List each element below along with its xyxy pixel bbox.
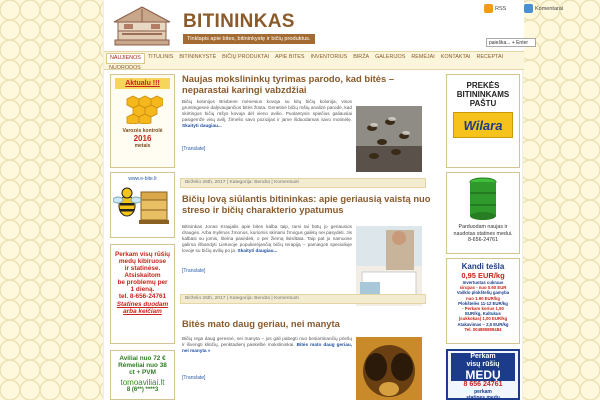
bee-closeup-image — [356, 337, 422, 400]
kandi-line9: EUR/kg, Kaltukus — [465, 311, 501, 317]
post-2 — [180, 194, 438, 284]
post-excerpt — [180, 224, 352, 254]
honey-ad-line1: Perkam visų rūšių — [114, 251, 171, 258]
varroa-line3: metais — [134, 143, 151, 149]
prekes-line2: BITININKAMS — [456, 90, 510, 99]
ebite-url: www.e-bite.lt — [128, 176, 157, 182]
kandi-line5: Vašklo plokštelių gamyba — [456, 290, 510, 296]
beehive-logo[interactable] — [110, 4, 174, 48]
nav-item-inventorius[interactable]: INVENTORIUS — [310, 54, 348, 60]
post-title[interactable]: Naujas mokslininkų tyrimas parodo, kad bitės – neparastai karingi vabzdžiai — [182, 74, 395, 95]
kandi-title: Kandi tešla — [461, 262, 505, 271]
honeycomb-image — [123, 94, 163, 124]
main-nav — [104, 51, 524, 70]
post-excerpt — [180, 99, 352, 129]
kandi-line7: Plokštelės 11-12 EUR/kg — [458, 300, 508, 306]
medu-phone: 8 656 24761 — [463, 381, 503, 388]
nav-item-bitininkyste[interactable]: BITININKYSTĖ — [179, 54, 217, 60]
comments-link[interactable] — [524, 4, 563, 13]
nav-item-nuorodos[interactable]: NUORODOS — [109, 65, 141, 71]
barrels-phone: 8-656-24761 — [467, 237, 499, 243]
medu-line1: Perkam — [451, 353, 515, 361]
header — [104, 0, 564, 50]
varroa-line1: Varozės kontrolė — [122, 128, 163, 134]
vat-note: ct + PVM — [129, 369, 156, 376]
nav-item-birza[interactable]: BIRŽA — [353, 54, 370, 60]
honey-ad-line8: Statines duodam — [116, 301, 169, 308]
nav-item-receptai[interactable]: RECEPTAI — [476, 54, 504, 60]
honey-ad-phone: tel. 8-656-24761 — [118, 293, 167, 300]
nav-item-apie-bites[interactable]: APIE BITES — [275, 54, 305, 60]
right-sidebar — [446, 74, 520, 400]
post-title[interactable]: Bitės mato daug geriau, nei manyta — [182, 318, 340, 329]
nav-item-galerijos[interactable]: GALERIJOS — [375, 54, 406, 60]
bee-with-hive-image — [113, 182, 173, 236]
post-body: Bitininkas Jonas Kraujalis apie bites kalba taip, tarsi tai būtų jo geriausios draugės. Arba mylimos žmonos, kuriomis skiriami žmogus galėtų nei pasydėti. Jis kalbasi su jomis, šteina pasėdėti, o per žiemą ilsisiltata. Taip pat jo namuose galima išbandyti Lietuvoje populiarėjančią bičių terapiją – pamiegoti specialioje lovoje su bičių avilių po ja. — [182, 224, 352, 253]
translate-link[interactable]: [Translate] — [182, 375, 206, 381]
prekes-line1: PREKĖS — [466, 81, 500, 90]
post-body: Bičių kolonijos Brisbene mėnesius kovoja su kitų bičių kolonija, visos gruntingesnė dalyvaujančios bitės žūsta. Genetinė bičių rūšių analizė parodė, kad skirtingos bičių rūšys kovoja dėl vieno avilio. Puolantysis spiečius galiausiai pasigemžė visų avilį, žirnelio savo pozicijas ir jame išduodamas savo motinėlę. — [182, 99, 352, 122]
wilara-text: Wilara — [463, 117, 503, 133]
nav-item-biciu-produktai[interactable]: BIČIŲ PRODUKTAI — [222, 54, 270, 60]
nav-item-titulinis[interactable]: TITULINIS — [147, 54, 174, 60]
honey-ad-line4: Atsiskaitom — [124, 272, 161, 279]
kandi-line6: nuo 1.90 EUR/kg — [466, 295, 500, 301]
kandi-line11: Atakavimas – 2,5 EUR/kg — [457, 321, 509, 327]
aviliai-box[interactable] — [110, 350, 175, 400]
comments-label: Komentarai — [535, 5, 564, 12]
honey-ad-line3: ir statinėse. — [124, 265, 161, 272]
translate-link[interactable]: [Translate] — [182, 146, 206, 152]
buying-honey-box[interactable] — [110, 244, 175, 344]
barrels-box[interactable] — [446, 172, 520, 254]
aktualu-box[interactable] — [110, 74, 175, 168]
prekes-line3: PAŠTU — [469, 99, 497, 108]
kandi-line10: (sukkokas) 1,00 EUR/kg — [458, 316, 508, 322]
wilara-logo — [453, 112, 513, 138]
kandi-line3: Invertuotas cukraus — [462, 280, 504, 285]
main-content — [180, 74, 438, 400]
honey-ad-line6: 1 dieną. — [130, 286, 155, 293]
varroa-year: 2016 — [133, 134, 152, 143]
rss-label: RSS — [495, 5, 507, 12]
site-title[interactable]: BITININKAS — [183, 11, 295, 32]
medu-line5: perkam — [474, 389, 492, 395]
kandi-line4: sirupas - nuo 0.60 EUR — [459, 285, 507, 291]
kandi-price: 0,95 EUR/kg — [461, 271, 505, 280]
nav-item-remejai[interactable]: REMĖJAI — [411, 54, 435, 60]
barrels-line2: naudotas statines medui. — [453, 230, 513, 237]
tomoaviliai-logo: tomoaviliai.lt — [120, 378, 165, 387]
aviliai-phone: 8 (6**) ****3 — [126, 387, 159, 393]
post-body: Bičių rega daug geresnė, nei manyta – jos gali pabegti nuo besiartinančių priešų ir išvengti kliūčių, penktadienį paskelbė mokslininkai. — [182, 336, 352, 347]
search-input[interactable] — [486, 38, 536, 47]
ebite-box[interactable] — [110, 172, 175, 238]
aktualu-title: Aktualu !!! — [115, 78, 170, 89]
aviliai-price: Aviliai nuo 72 € — [119, 355, 166, 362]
kandi-box[interactable] — [446, 258, 520, 344]
page-container — [103, 0, 564, 400]
left-sidebar — [110, 74, 175, 400]
medu-line6: statines medų — [466, 395, 500, 400]
barrel-image — [463, 176, 503, 222]
rss-link[interactable] — [484, 4, 506, 13]
honey-ad-line5: be problemų per — [117, 279, 168, 286]
translate-link[interactable]: [Translate] — [182, 268, 206, 274]
post-1 — [180, 74, 438, 160]
post-meta: Birželio 26th, 2017 | Kategorija: Bendra | Komentuoti — [180, 294, 426, 304]
nav-item-kontaktai[interactable]: KONTAKTAI — [440, 54, 471, 60]
site-tagline: Tinklapis apie bites, bitininkystę ir bičių produktus. — [183, 34, 315, 44]
kandi-line8: - Perkam korius 1,50 — [462, 306, 504, 312]
read-more-link[interactable]: Skaityti daugiau... — [182, 123, 222, 128]
read-more-link[interactable]: Bitės mato daug geriau, nei manyta » — [182, 342, 352, 353]
read-more-link[interactable]: Skaityti daugiau... — [237, 248, 278, 253]
comments-icon — [524, 4, 533, 13]
post-3 — [180, 319, 438, 400]
perkam-medu-box[interactable] — [446, 349, 520, 400]
rss-icon — [484, 4, 493, 13]
barrels-line1: Parduodam naujas ir — [458, 224, 508, 230]
post-meta: Birželio 26th, 2017 | Kategorija: Bendra | Komentuoti — [180, 178, 426, 188]
nav-item-naujienos[interactable]: NAUJIENOS — [106, 53, 145, 64]
kandi-phone: Tel. 004885889484 — [464, 326, 502, 332]
honey-ad-line2: medų kibiruose — [118, 258, 167, 265]
post-title[interactable]: Bičių lovą siūlantis bitininkas: apie geriausią vaistą nuo streso ir bičių charakterio ypatumus — [182, 193, 431, 215]
bees-fighting-image — [356, 106, 422, 172]
medu-big: MEDŲ — [451, 369, 515, 381]
medu-line2: visų rūšių — [451, 361, 515, 369]
remeliai-price: Rėmeliai nuo 38 — [118, 362, 167, 369]
post-excerpt — [180, 336, 352, 354]
prekes-pastu-box[interactable] — [446, 74, 520, 168]
honey-ad-line9: arba keičiam — [123, 308, 162, 315]
